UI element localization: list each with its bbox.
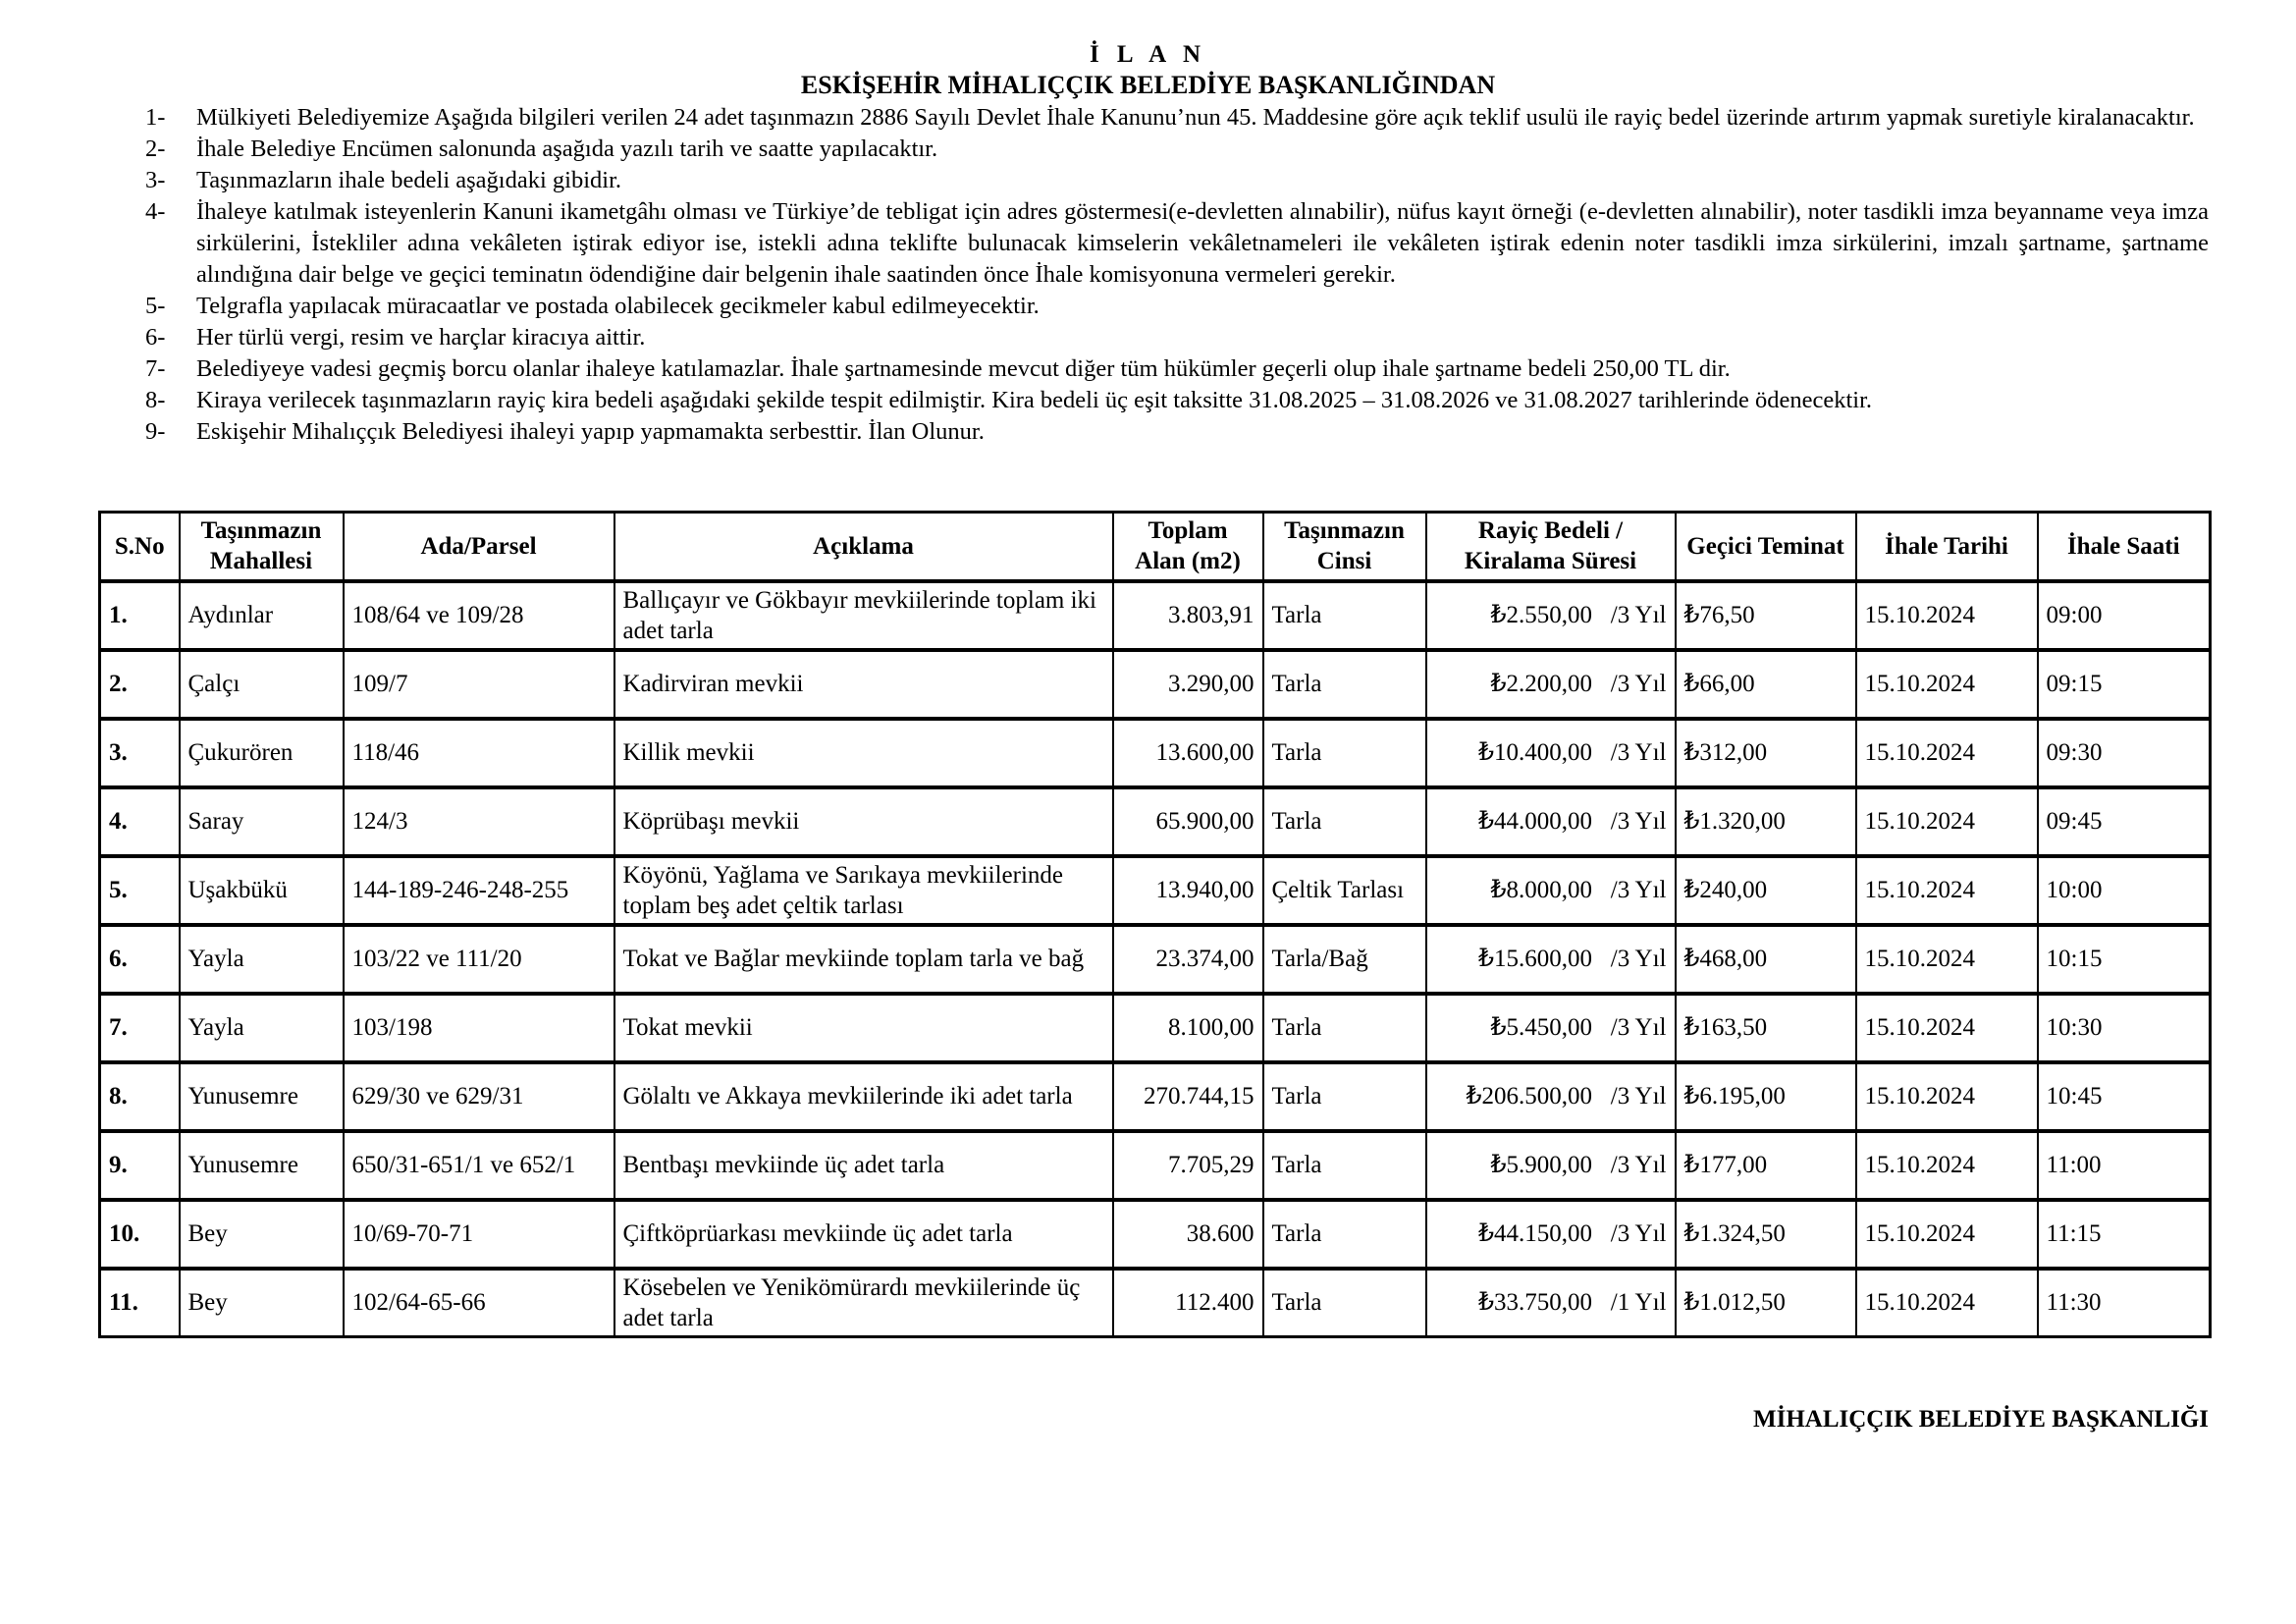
cell-alan: 23.374,00: [1113, 925, 1263, 994]
list-item: [145, 385, 2209, 416]
property-table: [98, 511, 2212, 1338]
document-title: İ L A N: [1089, 41, 1207, 68]
cell-rayic: [1426, 650, 1676, 719]
cell-rayic: [1426, 856, 1676, 925]
item-text: Belediyeye vadesi geçmiş borcu olanlar ihaleye katılamazlar. İhale şartnamesinde mevcut diğer tüm hükümler geçerli olup ihale şartname bedeli 250,00 TL dir.: [196, 355, 1731, 382]
cell-mahalle: Bey: [180, 1269, 344, 1337]
cell-sno: 7.: [100, 994, 180, 1062]
cell-tarih: 15.10.2024: [1856, 925, 2038, 994]
header-cinsi: Taşınmazın Cinsi: [1263, 513, 1426, 581]
list-item: [145, 165, 2209, 196]
table-row: [100, 925, 2211, 994]
header-alan: Toplam Alan (m2): [1113, 513, 1263, 581]
cell-mahalle: Yayla: [180, 925, 344, 994]
cell-saat: 09:45: [2038, 787, 2211, 856]
list-item: [145, 416, 2209, 448]
cell-mahalle: Çalçı: [180, 650, 344, 719]
cell-cinsi: Tarla: [1263, 787, 1426, 856]
rent-duration: /3 Yıl: [1610, 877, 1667, 903]
rent-duration: /3 Yıl: [1610, 671, 1667, 697]
document-subtitle: ESKİŞEHİR MİHALIÇÇIK BELEDİYE BAŞKANLIĞINDAN: [800, 71, 1496, 99]
rent-duration: /3 Yıl: [1610, 602, 1667, 628]
cell-saat: 11:00: [2038, 1131, 2211, 1200]
cell-sno: 4.: [100, 787, 180, 856]
item-text: İhale Belediye Encümen salonunda aşağıda yazılı tarih ve saatte yapılacaktır.: [196, 135, 938, 162]
cell-saat: 10:45: [2038, 1062, 2211, 1131]
cell-rayic: [1426, 1200, 1676, 1269]
rent-amount: ₺5.900,00: [1490, 1152, 1593, 1178]
cell-rayic: [1426, 787, 1676, 856]
table-row: [100, 1062, 2211, 1131]
cell-rayic: [1426, 581, 1676, 650]
table-header-row: [100, 513, 2211, 581]
item-text: Taşınmazların ihale bedeli aşağıdaki gibidir.: [196, 167, 622, 193]
list-item: [145, 102, 2209, 134]
rent-duration: /3 Yıl: [1610, 946, 1667, 972]
cell-tarih: 15.10.2024: [1856, 1269, 2038, 1337]
table-row: [100, 719, 2211, 787]
table-row: [100, 994, 2211, 1062]
item-text: İhaleye katılmak isteyenlerin Kanuni ikametgâhı olması ve Türkiye’de tebligat için adres göstermesi(e-devletten alınabilir), nüfus kayıt örneği (e-devletten alınabilir), noter tasdikli imza beyanname veya imza sirkülerini, İstekliler adına vekâleten iştirak ediyor ise, istekli adına teklifte bulunacak kimselerin vekâletnameleri ile vekâleten iştirak edenin noter tasdikli imza sirkülerini, imzalı şartname, şartname alındığına dair belge ve geçici teminatın ödendiğine dair belgenin ihale saatinden önce İhale komisyonuna vermeleri gerekir.: [196, 198, 2209, 288]
cell-sno: 6.: [100, 925, 180, 994]
cell-cinsi: Tarla: [1263, 1131, 1426, 1200]
cell-alan: 3.803,91: [1113, 581, 1263, 650]
rent-amount: ₺15.600,00: [1478, 946, 1593, 972]
cell-mahalle: Çukurören: [180, 719, 344, 787]
cell-ada-parsel: 109/7: [344, 650, 614, 719]
cell-saat: 09:30: [2038, 719, 2211, 787]
cell-mahalle: Aydınlar: [180, 581, 344, 650]
rent-duration: /3 Yıl: [1610, 1220, 1667, 1247]
item-number: 4-: [145, 198, 166, 225]
cell-aciklama: Köyönü, Yağlama ve Sarıkaya mevkiilerinde toplam beş adet çeltik tarlası: [614, 856, 1113, 925]
cell-alan: 13.600,00: [1113, 719, 1263, 787]
header-teminat: Geçici Teminat: [1676, 513, 1856, 581]
rent-amount: ₺8.000,00: [1490, 877, 1593, 903]
cell-cinsi: Tarla: [1263, 719, 1426, 787]
table-row: [100, 1131, 2211, 1200]
cell-saat: 11:30: [2038, 1269, 2211, 1337]
cell-saat: 09:15: [2038, 650, 2211, 719]
cell-ada-parsel: 102/64-65-66: [344, 1269, 614, 1337]
cell-mahalle: Yayla: [180, 994, 344, 1062]
cell-cinsi: Tarla: [1263, 1062, 1426, 1131]
cell-saat: 10:30: [2038, 994, 2211, 1062]
rent-amount: ₺44.000,00: [1478, 808, 1593, 835]
cell-teminat: ₺240,00: [1676, 856, 1856, 925]
cell-cinsi: Tarla: [1263, 581, 1426, 650]
cell-cinsi: Tarla/Bağ: [1263, 925, 1426, 994]
rent-amount: ₺10.400,00: [1478, 739, 1593, 766]
cell-teminat: ₺6.195,00: [1676, 1062, 1856, 1131]
cell-mahalle: Yunusemre: [180, 1131, 344, 1200]
item-number: 9-: [145, 418, 166, 445]
cell-ada-parsel: 108/64 ve 109/28: [344, 581, 614, 650]
list-item: [145, 353, 2209, 385]
item-number: 8-: [145, 387, 166, 413]
cell-rayic: [1426, 994, 1676, 1062]
list-item: [145, 196, 2209, 291]
table-row: [100, 650, 2211, 719]
cell-sno: 8.: [100, 1062, 180, 1131]
rent-amount: ₺44.150,00: [1478, 1220, 1593, 1247]
item-number: 3-: [145, 167, 166, 193]
cell-ada-parsel: 10/69-70-71: [344, 1200, 614, 1269]
cell-tarih: 15.10.2024: [1856, 1062, 2038, 1131]
rent-amount: ₺33.750,00: [1478, 1289, 1593, 1317]
cell-saat: 11:15: [2038, 1200, 2211, 1269]
cell-aciklama: Bentbaşı mevkiinde üç adet tarla: [614, 1131, 1113, 1200]
cell-teminat: ₺1.320,00: [1676, 787, 1856, 856]
cell-cinsi: Tarla: [1263, 994, 1426, 1062]
cell-tarih: 15.10.2024: [1856, 1200, 2038, 1269]
cell-sno: 5.: [100, 856, 180, 925]
table-row: [100, 856, 2211, 925]
item-text: Her türlü vergi, resim ve harçlar kiracıya aittir.: [196, 324, 646, 351]
cell-tarih: 15.10.2024: [1856, 856, 2038, 925]
cell-ada-parsel: 103/198: [344, 994, 614, 1062]
cell-cinsi: Tarla: [1263, 650, 1426, 719]
cell-ada-parsel: 103/22 ve 111/20: [344, 925, 614, 994]
list-item: [145, 134, 2209, 165]
cell-aciklama: Ballıçayır ve Gökbayır mevkiilerinde toplam iki adet tarla: [614, 581, 1113, 650]
item-number: 1-: [145, 104, 166, 131]
cell-mahalle: Saray: [180, 787, 344, 856]
cell-alan: 112.400: [1113, 1269, 1263, 1337]
cell-aciklama: Gölaltı ve Akkaya mevkiilerinde iki adet tarla: [614, 1062, 1113, 1131]
cell-aciklama: Kösebelen ve Yenikömürardı mevkiilerinde üç adet tarla: [614, 1269, 1113, 1337]
rent-amount: ₺5.450,00: [1490, 1014, 1593, 1041]
cell-teminat: ₺177,00: [1676, 1131, 1856, 1200]
cell-teminat: ₺1.324,50: [1676, 1200, 1856, 1269]
header-aciklama: Açıklama: [614, 513, 1113, 581]
list-item: [145, 291, 2209, 322]
cell-tarih: 15.10.2024: [1856, 719, 2038, 787]
header-rayic: Rayiç Bedeli / Kiralama Süresi: [1426, 513, 1676, 581]
rent-duration: /1 Yıl: [1610, 1289, 1667, 1317]
cell-ada-parsel: 629/30 ve 629/31: [344, 1062, 614, 1131]
cell-teminat: ₺1.012,50: [1676, 1269, 1856, 1337]
table-row: [100, 581, 2211, 650]
cell-cinsi: Tarla: [1263, 1200, 1426, 1269]
cell-tarih: 15.10.2024: [1856, 581, 2038, 650]
item-text: Mülkiyeti Belediyemize Aşağıda bilgileri verilen 24 adet taşınmazın 2886 Sayılı Devlet İhale Kanunu’nun 45. Maddesine göre açık teklif usulü ile rayiç bedel üzerinde artırım yapmak suretiyle kiralanacaktır.: [196, 104, 2195, 131]
cell-teminat: ₺163,50: [1676, 994, 1856, 1062]
header-saat: İhale Saati: [2038, 513, 2211, 581]
cell-alan: 8.100,00: [1113, 994, 1263, 1062]
cell-aciklama: Köprübaşı mevkii: [614, 787, 1113, 856]
header-mahalle: Taşınmazın Mahallesi: [180, 513, 344, 581]
cell-saat: 09:00: [2038, 581, 2211, 650]
cell-aciklama: Tokat ve Bağlar mevkiinde toplam tarla ve bağ: [614, 925, 1113, 994]
rent-amount: ₺206.500,00: [1466, 1083, 1593, 1110]
item-number: 7-: [145, 355, 166, 382]
cell-rayic: [1426, 1131, 1676, 1200]
cell-mahalle: Yunusemre: [180, 1062, 344, 1131]
cell-rayic: [1426, 1062, 1676, 1131]
cell-alan: 3.290,00: [1113, 650, 1263, 719]
cell-tarih: 15.10.2024: [1856, 994, 2038, 1062]
cell-alan: 7.705,29: [1113, 1131, 1263, 1200]
cell-aciklama: Kadirviran mevkii: [614, 650, 1113, 719]
header-ada-parsel: Ada/Parsel: [344, 513, 614, 581]
cell-alan: 65.900,00: [1113, 787, 1263, 856]
cell-saat: 10:00: [2038, 856, 2211, 925]
cell-mahalle: Uşakbükü: [180, 856, 344, 925]
cell-alan: 13.940,00: [1113, 856, 1263, 925]
cell-sno: 3.: [100, 719, 180, 787]
cell-alan: 270.744,15: [1113, 1062, 1263, 1131]
rent-amount: ₺2.200,00: [1490, 671, 1593, 697]
rent-duration: /3 Yıl: [1610, 1014, 1667, 1041]
cell-sno: 1.: [100, 581, 180, 650]
cell-ada-parsel: 144-189-246-248-255: [344, 856, 614, 925]
cell-tarih: 15.10.2024: [1856, 787, 2038, 856]
rent-duration: /3 Yıl: [1610, 1152, 1667, 1178]
signature: MİHALIÇÇIK BELEDİYE BAŞKANLIĞI: [1753, 1406, 2209, 1433]
cell-rayic: [1426, 925, 1676, 994]
table-row: [100, 1269, 2211, 1337]
cell-teminat: ₺468,00: [1676, 925, 1856, 994]
cell-sno: 10.: [100, 1200, 180, 1269]
item-text: Telgrafla yapılacak müracaatlar ve postada olabilecek gecikmeler kabul edilmeyecektir.: [196, 293, 1040, 319]
cell-cinsi: Tarla: [1263, 1269, 1426, 1337]
cell-alan: 38.600: [1113, 1200, 1263, 1269]
table-row: [100, 787, 2211, 856]
cell-tarih: 15.10.2024: [1856, 1131, 2038, 1200]
cell-sno: 11.: [100, 1269, 180, 1337]
cell-sno: 9.: [100, 1131, 180, 1200]
item-number: 2-: [145, 135, 166, 162]
announcement-items: [145, 102, 2209, 448]
item-text: Kiraya verilecek taşınmazların rayiç kira bedeli aşağıdaki şekilde tespit edilmiştir. Kira bedeli üç eşit taksitte 31.08.2025 – 31.08.2026 ve 31.08.2027 tarihlerinde ödenecektir.: [196, 387, 1873, 413]
rent-duration: /3 Yıl: [1610, 739, 1667, 766]
item-number: 5-: [145, 293, 166, 319]
cell-ada-parsel: 124/3: [344, 787, 614, 856]
item-number: 6-: [145, 324, 166, 351]
cell-teminat: ₺76,50: [1676, 581, 1856, 650]
cell-teminat: ₺66,00: [1676, 650, 1856, 719]
cell-aciklama: Tokat mevkii: [614, 994, 1113, 1062]
cell-sno: 2.: [100, 650, 180, 719]
table-row: [100, 1200, 2211, 1269]
rent-duration: /3 Yıl: [1610, 1083, 1667, 1110]
item-text: Eskişehir Mihalıççık Belediyesi ihaleyi yapıp yapmamakta serbesttir. İlan Olunur.: [196, 418, 985, 445]
cell-teminat: ₺312,00: [1676, 719, 1856, 787]
cell-rayic: [1426, 719, 1676, 787]
cell-aciklama: Çiftköprüarkası mevkiinde üç adet tarla: [614, 1200, 1113, 1269]
cell-mahalle: Bey: [180, 1200, 344, 1269]
cell-cinsi: Çeltik Tarlası: [1263, 856, 1426, 925]
cell-aciklama: Killik mevkii: [614, 719, 1113, 787]
cell-tarih: 15.10.2024: [1856, 650, 2038, 719]
list-item: [145, 322, 2209, 353]
rent-amount: ₺2.550,00: [1490, 602, 1593, 628]
header-tarih: İhale Tarihi: [1856, 513, 2038, 581]
header-sno: S.No: [100, 513, 180, 581]
rent-duration: /3 Yıl: [1610, 808, 1667, 835]
cell-ada-parsel: 118/46: [344, 719, 614, 787]
cell-saat: 10:15: [2038, 925, 2211, 994]
cell-ada-parsel: 650/31-651/1 ve 652/1: [344, 1131, 614, 1200]
cell-rayic: [1426, 1269, 1676, 1337]
